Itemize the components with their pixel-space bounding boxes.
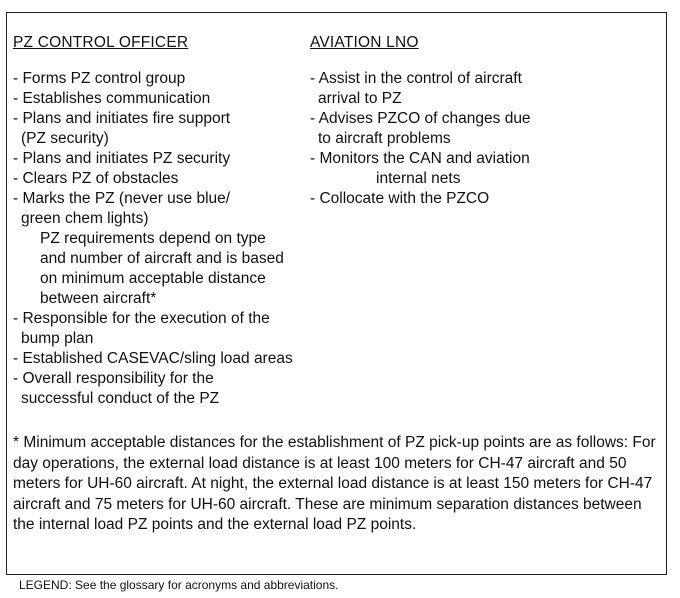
duty-line: - Marks the PZ (never use blue/ — [13, 190, 231, 207]
duty-line: successful conduct of the PZ — [21, 390, 220, 407]
pz-control-officer-heading: PZ CONTROL OFFICER — [13, 34, 189, 51]
duty-line: arrival to PZ — [318, 90, 402, 107]
duty-line: - Collocate with the PZCO — [310, 190, 490, 207]
pz-requirements-note: PZ requirements depend on type — [40, 230, 266, 247]
distance-footnote: * Minimum acceptable distances for the establishment of PZ pick-up points are as follows: For day operations, the external load distance is at least 100 meters for CH-47 aircraft and 50 meters for UH-60 aircraft. At night, the external load distance is at least 150 meters for CH-47 aircraft and 75 meters for UH-60 aircraft. These are minimum separation distances between the internal load PZ points and the external load PZ points. — [13, 434, 656, 533]
duty-line: internal nets — [376, 170, 461, 187]
duty-line: - Responsible for the execution of the — [13, 310, 270, 327]
duty-line: - Plans and initiates PZ security — [13, 150, 231, 167]
duty-line: bump plan — [21, 330, 94, 347]
duty-line: - Advises PZCO of changes due — [310, 110, 531, 127]
duty-line: - Clears PZ of obstacles — [13, 170, 179, 187]
aviation-lno-heading: AVIATION LNO — [310, 34, 419, 51]
responsibilities-table — [6, 12, 667, 575]
aviation-lno-column — [310, 33, 640, 209]
pz-requirements-note: and number of aircraft and is based — [40, 250, 284, 267]
duty-line: - Assist in the control of aircraft — [310, 70, 522, 87]
duty-line: - Forms PZ control group — [13, 70, 186, 87]
duty-line: green chem lights) — [21, 210, 149, 227]
duty-line: - Plans and initiates fire support — [13, 110, 231, 127]
pz-requirements-note: on minimum acceptable distance — [40, 270, 266, 287]
duty-line: - Overall responsibility for the — [13, 370, 214, 387]
duty-line: (PZ security) — [21, 130, 109, 147]
pz-requirements-note: between aircraft* — [40, 290, 157, 307]
duty-line: - Established CASEVAC/sling load areas — [13, 350, 293, 367]
duty-line: - Establishes communication — [13, 90, 211, 107]
pz-control-officer-column — [13, 33, 333, 409]
duty-line: - Monitors the CAN and aviation — [310, 150, 530, 167]
duty-line: to aircraft problems — [318, 130, 451, 147]
legend-note: LEGEND: See the glossary for acronyms and abbreviations. — [19, 578, 339, 592]
